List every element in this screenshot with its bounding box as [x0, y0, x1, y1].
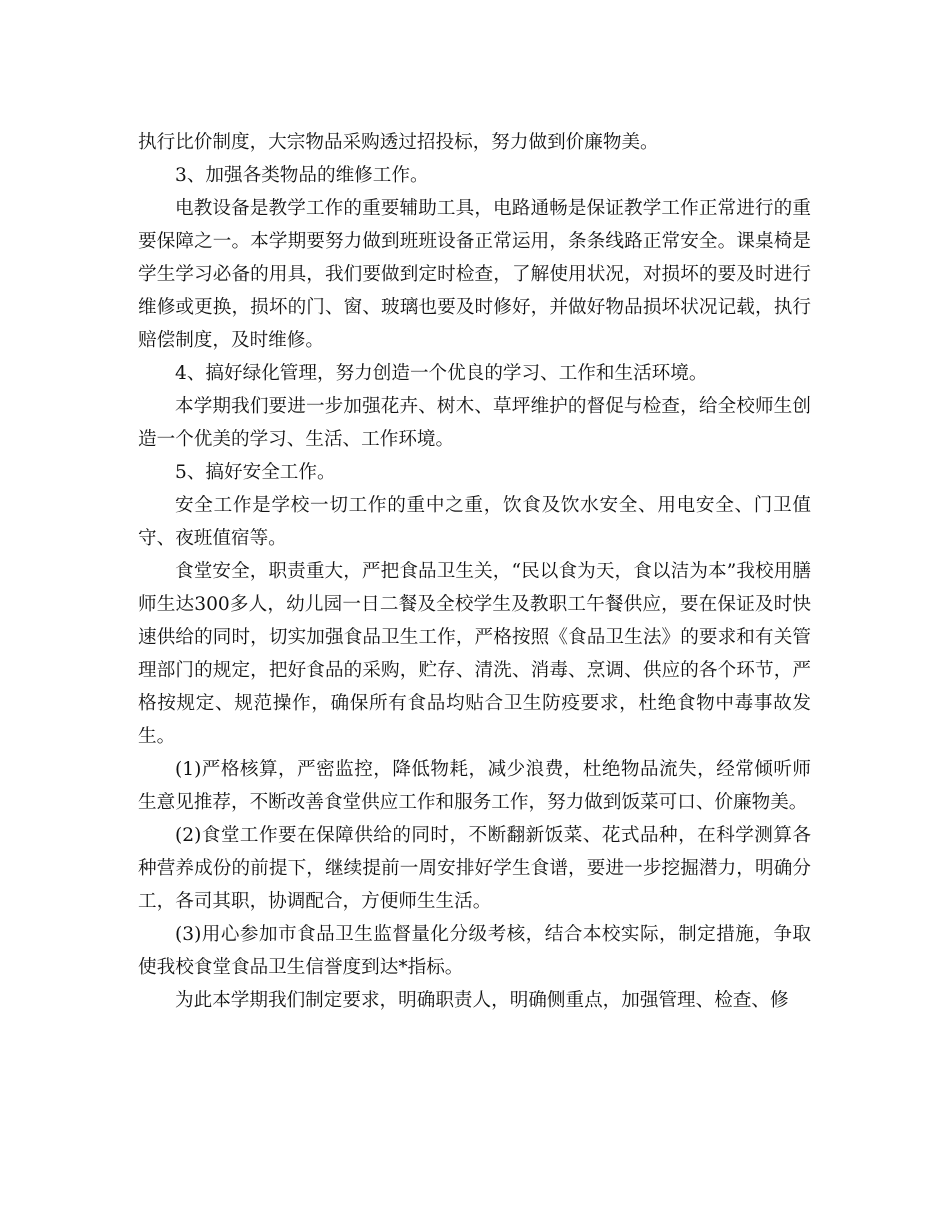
- paragraph-6: 5、搞好安全工作。: [175, 462, 336, 483]
- paragraph-11: (3)用心参加市食品卫生监督量化分级考核，结合本校实际，制定措施，争取使我校食堂食品卫生信誉度到达*指标。: [138, 924, 811, 978]
- paragraph-12: 为此本学期我们制定要求，明确职责人，明确侧重点，加强管理、检查、修: [175, 990, 789, 1011]
- paragraph-5: 本学期我们要进一步加强花卉、树木、草坪维护的督促与检查，给全校师生创造一个优美的学习、生活、工作环境。: [138, 396, 811, 450]
- paragraph-7: 安全工作是学校一切工作的重中之重，饮食及饮水安全、用电安全、门卫值守、夜班值宿等。: [138, 495, 811, 549]
- paragraph-8: 食堂安全，职责重大，严把食品卫生关，“民以食为天，食以洁为本”我校用膳师生达300多人，幼儿园一日二餐及全校学生及教职工午餐供应，要在保证及时快速供给的同时，切实加强食品卫生工作，严格按照《食品卫生法》的要求和有关管理部门的规定，把好食品的采购，贮存、清洗、消毒、烹调、供应的各个环节，严格按规定、规范操作，确保所有食品均贴合卫生防疫要求，杜绝食物中毒事故发生。: [138, 561, 811, 747]
- paragraph-3: 电教设备是教学工作的重要辅助工具，电路通畅是保证教学工作正常进行的重要保障之一。本学期要努力做到班班设备正常运用，条条线路正常安全。课桌椅是学生学习必备的用具，我们要做到定时检查，了解使用状况，对损坏的要及时进行维修或更换，损坏的门、窗、玻璃也要及时修好，并做好物品损坏状况记载，执行赔偿制度，及时维修。: [138, 198, 811, 351]
- document-body: [138, 126, 811, 1017]
- paragraph-4: 4、搞好绿化管理，努力创造一个优良的学习、工作和生活环境。: [175, 363, 708, 384]
- paragraph-1: 执行比价制度，大宗物品采购透过招投标，努力做到价廉物美。: [138, 132, 659, 153]
- paragraph-10: (2)食堂工作要在保障供给的同时，不断翻新饭菜、花式品种，在科学测算各种营养成份的前提下，继续提前一周安排好学生食谱，要进一步挖掘潜力，明确分工，各司其职，协调配合，方便师生生活。: [138, 825, 811, 912]
- paragraph-9: (1)严格核算，严密监控，降低物耗，减少浪费，杜绝物品流失，经常倾听师生意见推荐，不断改善食堂供应工作和服务工作，努力做到饭菜可口、价廉物美。: [138, 759, 811, 813]
- paragraph-2: 3、加强各类物品的维修工作。: [175, 165, 429, 186]
